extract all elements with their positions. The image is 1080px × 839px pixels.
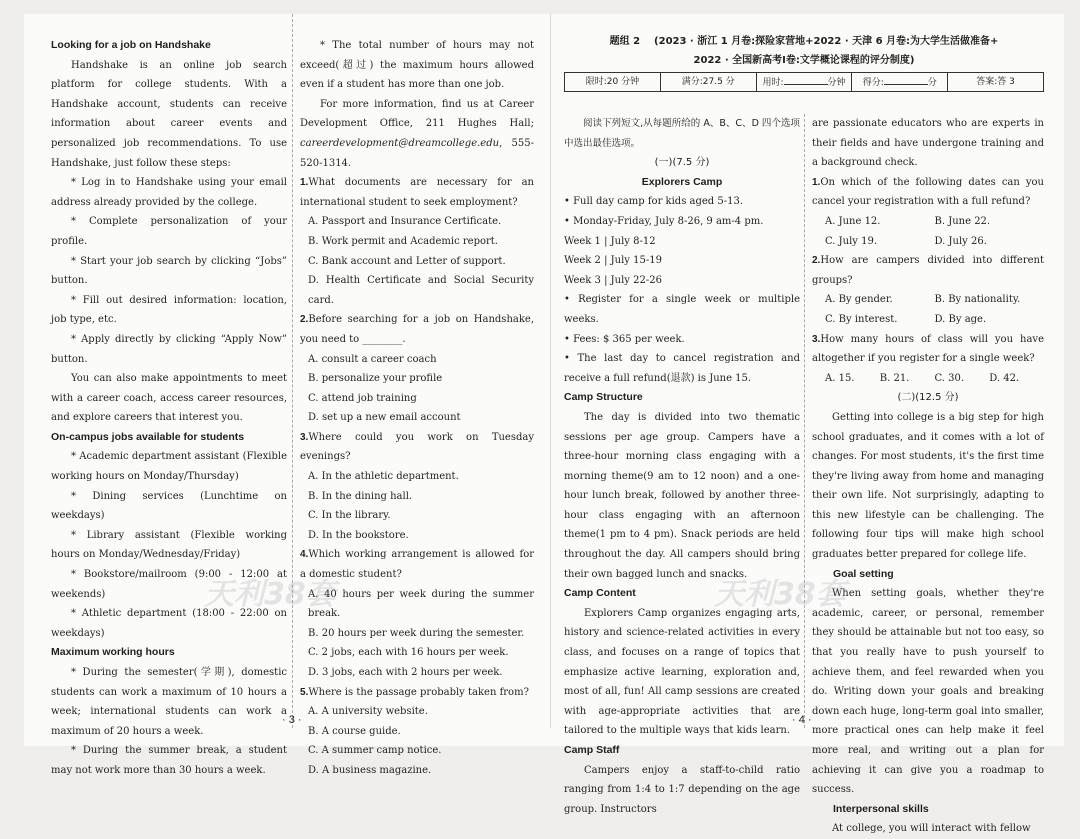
question-number: 1. [812, 176, 821, 188]
page-number-left: · 3 · [282, 714, 302, 726]
paragraph: When setting goals, whether they're academic, career, or personal, remember they should be attainable but not too easy, so that you really have to push yourself to achieve them, and feel rewarded when you do. Writing down your goals and breaking down each huge, long-term goal into smaller, more practical ones can help make it feel more real, and writing out a plan for achieving it can give you a roadmap to success. [812, 588, 1044, 796]
question-2 [300, 310, 534, 428]
option: B. By nationality. [934, 294, 1021, 306]
rule-item: * During the summer break, a student may not work more than 30 hours a week. [51, 745, 287, 776]
page-number-right: · 4 · [792, 714, 812, 726]
option: A. June 12. [825, 215, 881, 227]
option: D. In the bookstore. [308, 529, 409, 541]
step-login: * Log in to Handshake using your email address already provided by the college. [51, 177, 287, 208]
option: C. 2 jobs, each with 16 hours per week. [308, 647, 509, 659]
option-row [812, 212, 1044, 232]
heading-staff: Camp Staff [564, 744, 620, 756]
camp-question-2 [812, 251, 1044, 329]
points-label: 分 [927, 78, 937, 88]
score-info-bar [564, 72, 1044, 92]
paragraph: The day is divided into two thematic sessions per age group. Campers have a three-hour morning class engaging with a morning theme(9 am to 12 noon) and a one-hour lunch break, followed by another three-hour class engaging with an afternoon theme(1 pm to 4 pm). Snack periods are held throughout the day. All campers should bring their own bagged lunch and snacks. [564, 411, 800, 580]
option-row [812, 290, 1044, 310]
group-title: 题组 2 [609, 36, 641, 47]
paragraph: Handshake is an online job search platform for college students. With a Handshake account, students can receive information about career events and personalized job recommendations. To use Handshake, just follow these steps: [51, 59, 287, 169]
time-used-label: 用时: [762, 78, 784, 88]
question-1 [300, 173, 534, 310]
paragraph: Campers enjoy a staff-to-child ratio ranging from 1:4 to 1:7 depending on the age group. Instructors [564, 764, 800, 815]
option-row [812, 232, 1044, 252]
header-line-2: 2022 · 全国新高考Ⅰ卷:文学概论课程的评分制度) [693, 55, 915, 66]
option: C. attend job training [308, 392, 417, 404]
heading-goal-setting: Goal setting [833, 567, 894, 580]
question-text: Which working arrangement is allowed for a domestic student? [300, 549, 534, 581]
paragraph: are passionate educators who are experts in their fields and have undergone training and a background check. [812, 118, 1044, 169]
question-number: 3. [300, 431, 309, 443]
camp-line: • Register for a single week or multiple weeks. [564, 294, 800, 325]
question-number: 3. [812, 333, 821, 345]
contact-text: For more information, find us at Career Development Office, 211 Hughes Hall; [300, 98, 534, 130]
question-text: Where is the passage probably taken from? [308, 686, 529, 698]
option: C. By interest. [825, 313, 898, 325]
question-text: On which of the following dates can you cancel your registration with a full refund? [812, 176, 1044, 208]
question-text: Where could you work on Tuesday evenings? [300, 431, 534, 463]
heading-interpersonal-skills: Interpersonal skills [833, 802, 929, 815]
step-apply: * Apply directly by clicking “Apply Now” button. [51, 333, 287, 365]
contact-paragraph [300, 95, 534, 173]
step-fill: * Fill out desired information: location, job type, etc. [51, 294, 287, 326]
camp-week: Week 1 | July 8-12 [564, 235, 656, 247]
paragraph: Explorers Camp organizes engaging arts, history and science-related activities in every class, and focuses on a range of topics that emphasize active learning, exploration and, most of all, fun! All camp sessions are created with age-appropriate activities that are tailored to the multiple ways that kids learn. [564, 607, 800, 737]
camp-line: • The last day to cancel registration and receive a full refund(退款) is June 15. [564, 353, 800, 384]
score-field[interactable] [852, 73, 948, 91]
heading-content: Camp Content [564, 587, 636, 600]
question-text: What documents are necessary for an international student to seek employment? [300, 177, 534, 208]
section-1-label: (一)(7.5 分) [654, 157, 710, 169]
watermark-logo: 天利38套 [714, 577, 846, 612]
option: C. In the library. [308, 510, 391, 522]
paragraph: Getting into college is a big step for high school graduates, and it comes with a lot of changes. For most students, it's the first time they're living away from home and managing their own life. Not surprisingly, adapting to this new lifestyle can be challenging. The following four tips will make high school graduates better prepared for college life. [812, 411, 1044, 561]
option: B. personalize your profile [308, 373, 443, 385]
camp-question-3 [812, 330, 1044, 389]
paragraph: At college, you will interact with fellow [832, 823, 1031, 835]
option: A. Passport and Insurance Certificate. [308, 216, 502, 228]
section-2-label: (二)(12.5 分) [897, 392, 959, 404]
option: C. 30. [934, 372, 965, 384]
option: A. In the athletic department. [308, 471, 459, 483]
group-header [564, 32, 1044, 70]
camp-line: • Monday-Friday, July 8-26, 9 am-4 pm. [564, 215, 764, 227]
option: A. 40 hours per week during the summer break. [308, 588, 534, 620]
right-page-column-4 [812, 114, 1044, 839]
question-number: 2. [812, 255, 821, 267]
option: B. A course guide. [308, 725, 401, 737]
question-text: How are campers divided into different groups? [812, 255, 1044, 286]
option-row [812, 310, 1044, 330]
column-divider [804, 114, 805, 728]
full-score: 满分:27.5 分 [661, 73, 757, 91]
question-text: Before searching for a job on Handshake, you need to ________. [300, 314, 534, 345]
rule-item: * The total number of hours may not exceed(超过) the maximum hours allowed even if a student has more than one job. [300, 40, 534, 91]
left-page-column-2 [300, 36, 534, 781]
watermark-logo: 天利38套 [204, 577, 336, 612]
option-row [812, 369, 1044, 389]
question-number: 5. [300, 686, 309, 698]
option: A. A university website. [308, 706, 428, 718]
step-search: * Start your job search by clicking “Jobs” button. [51, 255, 287, 287]
option: D. 42. [989, 372, 1020, 384]
option: D. A business magazine. [308, 764, 432, 776]
camp-question-1 [812, 173, 1044, 251]
contact-email: careerdevelopment@dreamcollege.edu [300, 137, 500, 149]
camp-title: Explorers Camp [641, 175, 723, 188]
exam-sheet [24, 14, 1064, 835]
question-text: How many hours of class will you have altogether if you register for a single week? [812, 333, 1044, 365]
minutes-label: 分钟 [827, 78, 846, 88]
job-item: * Library assistant (Flexible working hours on Monday/Wednesday/Friday) [51, 529, 287, 561]
job-item: * Bookstore/mailroom (9:00 - 12:00 at weekends) [51, 569, 287, 600]
camp-week: Week 2 | July 15-19 [564, 255, 662, 267]
camp-week: Week 3 | July 22-26 [564, 274, 662, 286]
answer-ref: 答案:答 3 [976, 77, 1015, 87]
option: A. consult a career coach [308, 353, 437, 365]
job-item: * Academic department assistant (Flexible working hours on Monday/Thursday) [51, 451, 287, 483]
question-3 [300, 428, 534, 546]
option: B. Work permit and Academic report. [308, 235, 498, 247]
left-page-column-1 [51, 36, 287, 781]
option: A. 15. [825, 372, 855, 384]
option: C. July 19. [825, 235, 878, 247]
time-used-field[interactable] [757, 73, 853, 91]
option: C. Bank account and Letter of support. [308, 255, 506, 267]
header-line-1: (2023 · 浙江 1 月卷:探险家营地+2022 · 天津 6 月卷:为大学生活做准备+ [654, 36, 999, 47]
instruction: 阅读下列短文,从每题所给的 A、B、C、D 四个选项中选出最佳选项。 [564, 118, 800, 149]
option: C. A summer camp notice. [308, 745, 442, 757]
column-divider [292, 14, 293, 728]
question-5 [300, 683, 534, 781]
camp-line: • Full day camp for kids aged 5-13. [564, 196, 744, 208]
job-item: * Dining services (Lunchtime on weekdays) [51, 490, 287, 522]
question-4 [300, 545, 534, 682]
option: B. In the dining hall. [308, 490, 413, 502]
option: B. 20 hours per week during the semester. [308, 627, 525, 639]
option: D. By age. [934, 313, 987, 325]
time-limit: 限时:20 分钟 [565, 73, 661, 91]
contact-phone: , 555-520-1314. [300, 137, 534, 169]
job-item: * Athletic department (18:00 - 22:00 on weekdays) [51, 608, 287, 639]
option: D. Health Certificate and Social Security card. [308, 275, 534, 306]
camp-line: • Fees: $ 365 per week. [564, 333, 685, 345]
heading-on-campus-jobs: On-campus jobs available for students [51, 430, 245, 443]
option: D. July 26. [934, 235, 987, 247]
option: B. June 22. [934, 215, 991, 227]
option: D. set up a new email account [308, 412, 461, 424]
question-number: 2. [300, 314, 309, 326]
heading-structure: Camp Structure [564, 391, 643, 404]
rule-item: * During the semester(学期), domestic students can work a maximum of 10 hours a week; international students can work a maximum of 20 hours a week. [51, 667, 287, 737]
right-page-column-3 [564, 114, 800, 819]
heading-max-hours: Maximum working hours [51, 646, 175, 659]
page-gutter [550, 14, 551, 728]
heading-handshake: Looking for a job on Handshake [51, 39, 211, 51]
score-label: 得分: [862, 78, 884, 88]
question-number: 1. [300, 177, 309, 189]
paragraph: You can also make appointments to meet with a career coach, access career resources, and explore careers that interest you. [51, 373, 287, 424]
option: D. 3 jobs, each with 2 hours per week. [308, 667, 503, 678]
option: B. 21. [879, 372, 910, 384]
option: A. By gender. [825, 294, 893, 306]
question-number: 4. [300, 549, 309, 561]
step-profile: * Complete personalization of your profile. [51, 216, 287, 247]
